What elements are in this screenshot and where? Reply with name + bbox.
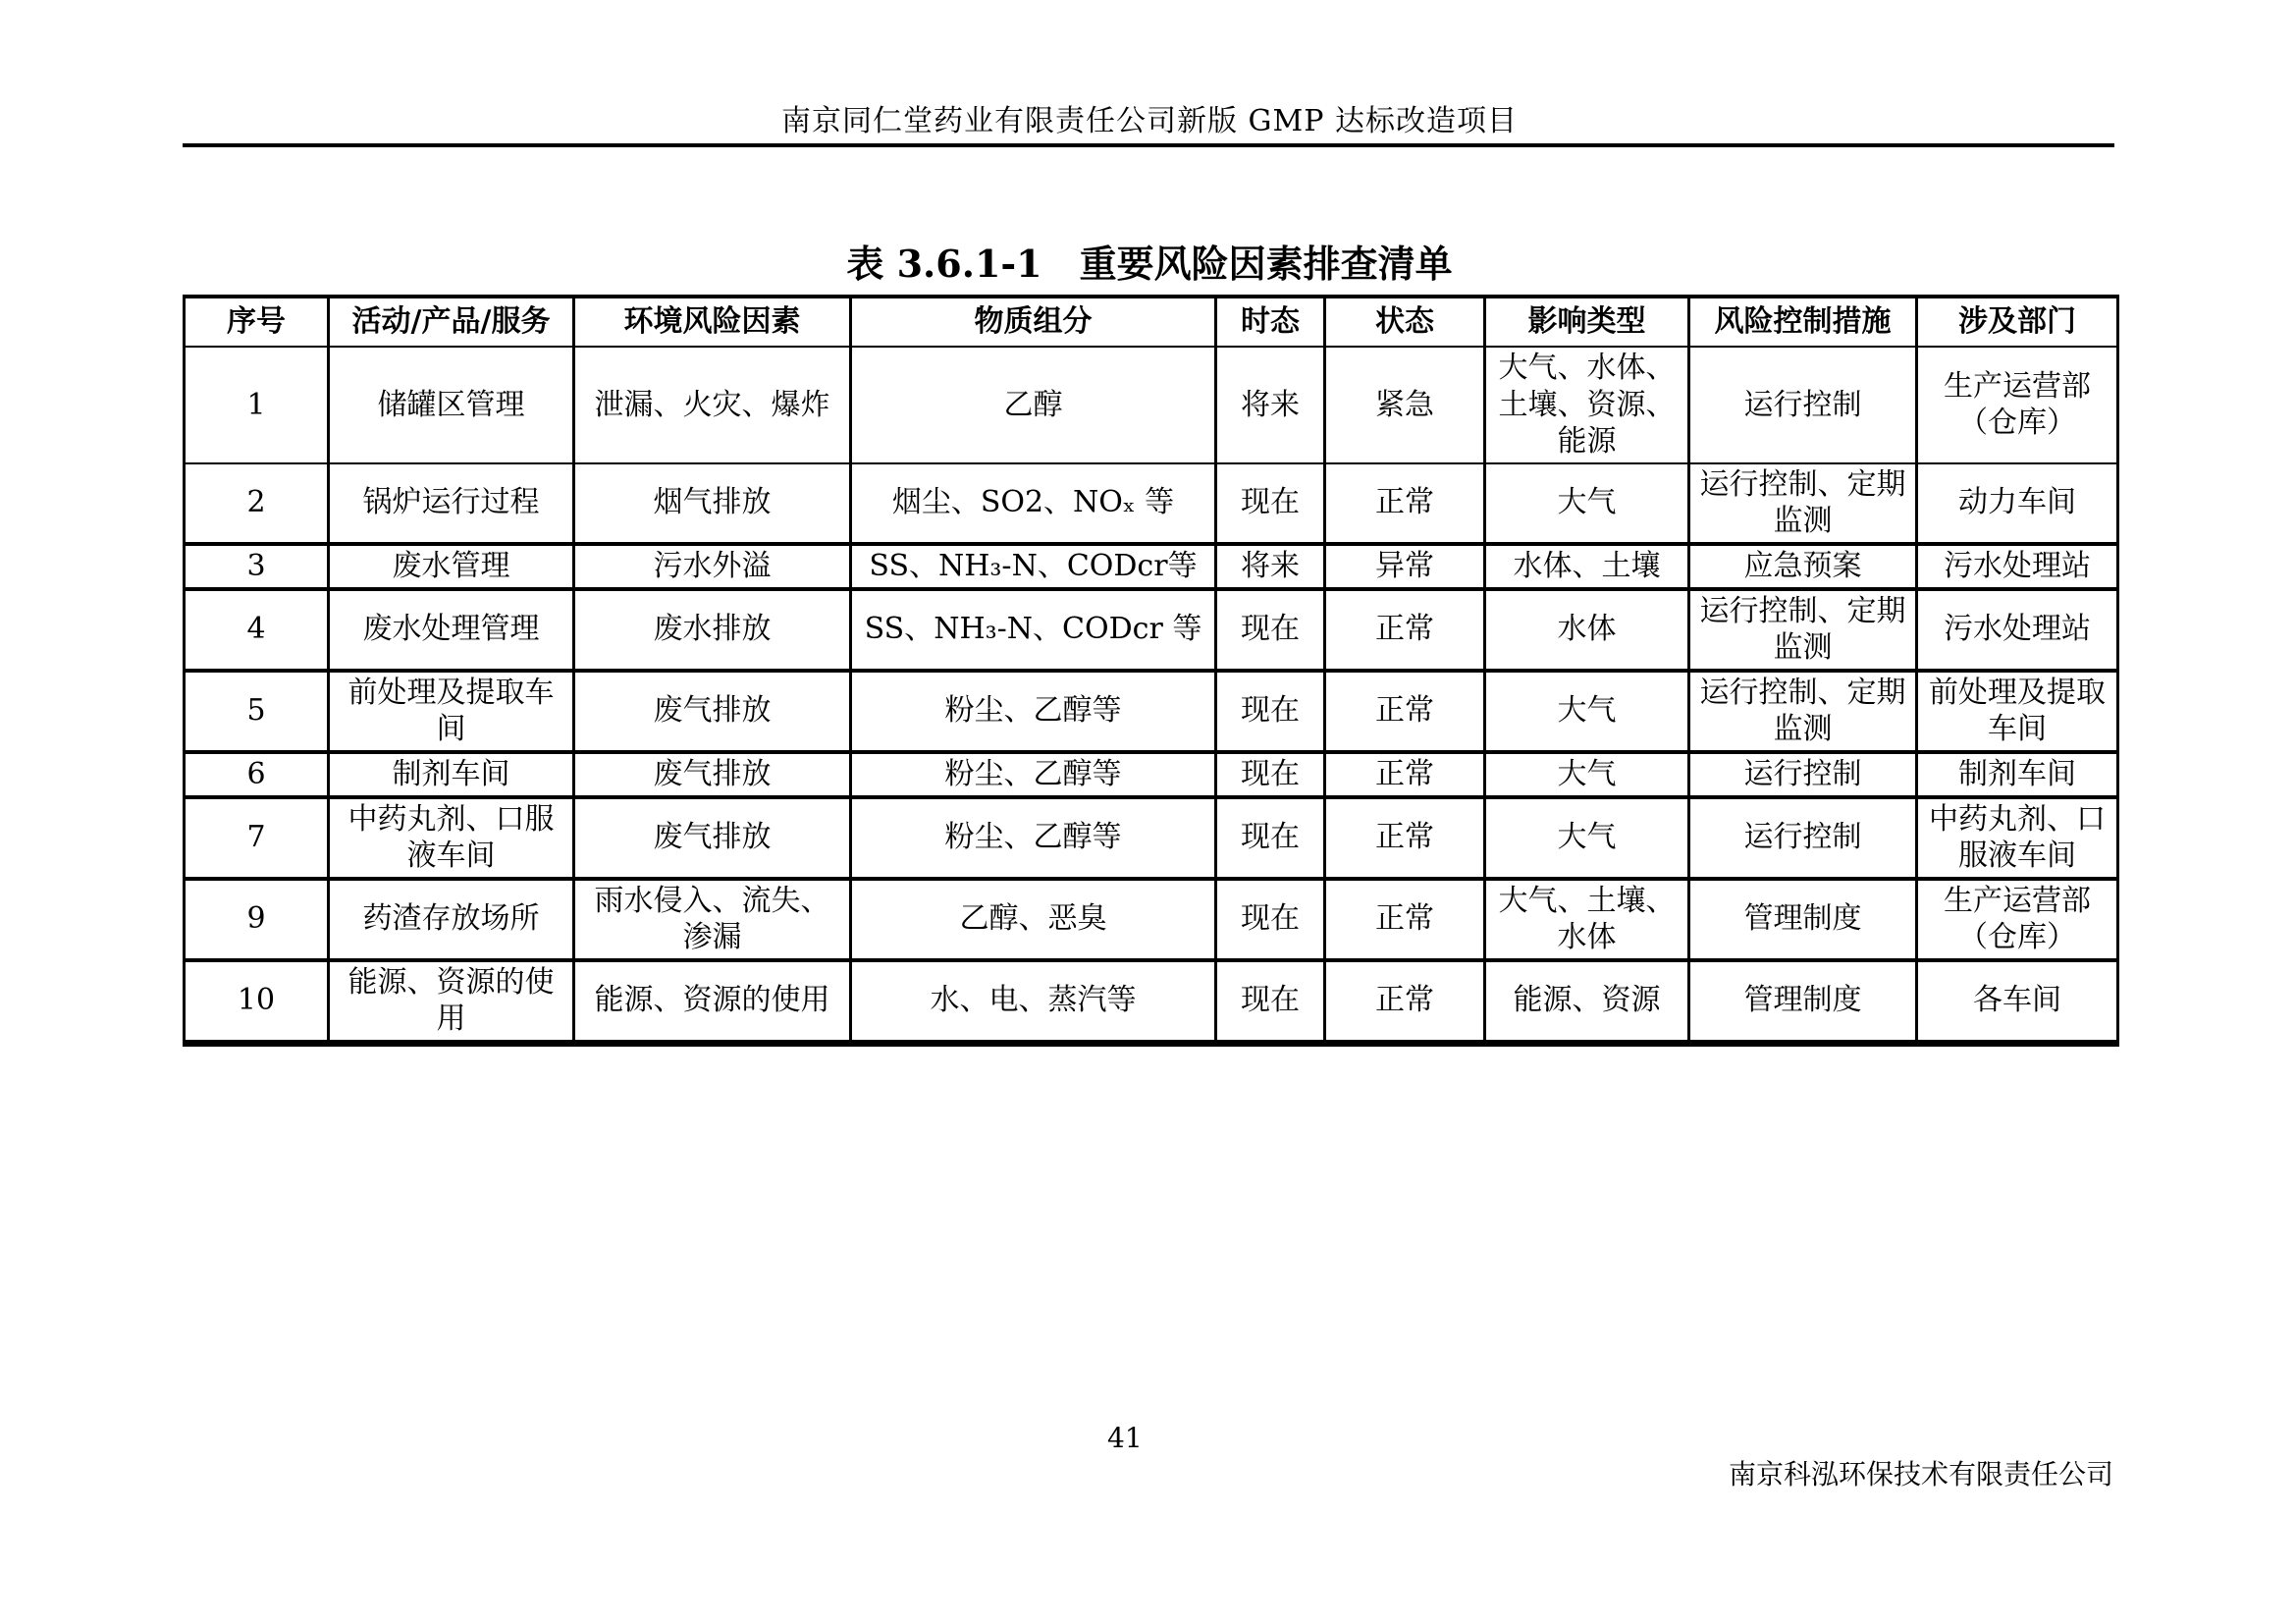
table-cell: 5 [185,671,329,752]
table-cell: 中药丸剂、口服液车间 [329,797,574,879]
table-cell: 正常 [1325,671,1485,752]
table-cell: 前处理及提取车间 [1917,671,2118,752]
table-cell: 水体 [1485,589,1689,671]
table-cell: 4 [185,589,329,671]
table-cell: 污水外溢 [574,544,851,589]
table-cell: 能源、资源的使用 [574,960,851,1044]
table-cell: 6 [185,752,329,797]
footer-company-name: 南京科泓环保技术有限责任公司 [1728,1458,2113,1490]
table-cell: 管理制度 [1689,879,1917,960]
table-cell: 污水处理站 [1917,589,2118,671]
table-cell: 运行控制、定期监测 [1689,463,1917,544]
table-cell: 泄漏、火灾、爆炸 [574,347,851,463]
table-cell: 异常 [1325,544,1485,589]
table-cell: 废气排放 [574,671,851,752]
column-header: 风险控制措施 [1689,297,1917,347]
table-cell: 烟气排放 [574,463,851,544]
table-cell: 前处理及提取车间 [329,671,574,752]
table-cell: 7 [185,797,329,879]
table-cell: 废水管理 [329,544,574,589]
table-cell: 生产运营部（仓库） [1917,879,2118,960]
table-cell: 乙醇 [851,347,1216,463]
table-cell: 粉尘、乙醇等 [851,797,1216,879]
table-cell: 运行控制、定期监测 [1689,671,1917,752]
table-cell: 雨水侵入、流失、渗漏 [574,879,851,960]
table-row [185,544,2118,589]
table-cell: 药渣存放场所 [329,879,574,960]
table-cell: 运行控制 [1689,797,1917,879]
table-cell: 1 [185,347,329,463]
table-cell: 能源、资源 [1485,960,1689,1044]
risk-table [183,295,2119,1047]
table-cell: 正常 [1325,589,1485,671]
table-cell: 现在 [1216,960,1325,1044]
table-cell: 运行控制、定期监测 [1689,589,1917,671]
table-cell: SS、NH₃-N、CODcr等 [851,544,1216,589]
table-cell: 正常 [1325,463,1485,544]
table-cell: 制剂车间 [329,752,574,797]
column-header: 涉及部门 [1917,297,2118,347]
table-cell: 生产运营部（仓库） [1917,347,2118,463]
table-cell: 大气 [1485,752,1689,797]
table-header-row [185,297,2118,347]
table-cell: 动力车间 [1917,463,2118,544]
table-cell: 10 [237,983,276,1018]
table-cell: 粉尘、乙醇等 [851,671,1216,752]
table-cell: 将来 [1216,347,1325,463]
table-cell: SS、NH₃-N、CODcr 等 [851,589,1216,671]
table-cell: 运行控制 [1689,347,1917,463]
table-row [185,797,2118,879]
table-cell: 粉尘、乙醇等 [851,752,1216,797]
table-cell: 2 [185,463,329,544]
table-title: 表 3.6.1-1 重要风险因素排查清单 [846,242,1453,286]
table-cell: 现在 [1216,797,1325,879]
table-cell: 正常 [1325,797,1485,879]
table-cell: 大气、水体、土壤、资源、能源 [1485,347,1689,463]
header-rule [183,143,2114,147]
table-cell: 9 [185,879,329,960]
table-cell: 锅炉运行过程 [329,463,574,544]
table-cell: 现在 [1216,752,1325,797]
table-cell: 储罐区管理 [329,347,574,463]
page-number: 41 [1107,1422,1143,1454]
column-header: 影响类型 [1485,297,1689,347]
table-cell: 正常 [1325,752,1485,797]
column-header: 物质组分 [851,297,1216,347]
table-cell: 大气、土壤、水体 [1485,879,1689,960]
table-cell: 废水处理管理 [329,589,574,671]
table-cell: 将来 [1216,544,1325,589]
risk-table-container [183,295,2119,1047]
table-row [185,879,2118,960]
column-header: 时态 [1216,297,1325,347]
table-cell: 大气 [1485,463,1689,544]
table-cell: 水、电、蒸汽等 [851,960,1216,1044]
table-cell: 管理制度 [1689,960,1917,1044]
table-cell: 中药丸剂、口服液车间 [1917,797,2118,879]
document-header-title: 南京同仁堂药业有限责任公司新版 GMP 达标改造项目 [781,104,1518,138]
table-row [185,589,2118,671]
table-cell: 正常 [1325,960,1485,1044]
column-header: 序号 [185,297,329,347]
table-cell: 正常 [1325,879,1485,960]
table-cell: 3 [185,544,329,589]
table-cell: 应急预案 [1689,544,1917,589]
table-cell: 运行控制 [1689,752,1917,797]
table-cell: 废气排放 [574,752,851,797]
column-header: 环境风险因素 [574,297,851,347]
table-row [185,752,2118,797]
table-cell: 大气 [1485,797,1689,879]
table-row [185,671,2118,752]
table-cell: 现在 [1216,589,1325,671]
table-cell: 水体、土壤 [1485,544,1689,589]
column-header: 活动/产品/服务 [329,297,574,347]
table-cell: 各车间 [1917,960,2118,1044]
table-cell: 现在 [1216,879,1325,960]
table-cell: 乙醇、恶臭 [851,879,1216,960]
table-cell: 废水排放 [574,589,851,671]
table-cell: 能源、资源的使用 [329,960,574,1044]
table-cell: 现在 [1216,463,1325,544]
table-cell: 烟尘、SO2、NOₓ 等 [851,463,1216,544]
table-cell: 大气 [1485,671,1689,752]
table-row [185,463,2118,544]
table-cell: 制剂车间 [1917,752,2118,797]
table-row [185,960,2118,1044]
table-cell: 废气排放 [574,797,851,879]
table-cell: 污水处理站 [1917,544,2118,589]
table-cell: 紧急 [1325,347,1485,463]
column-header: 状态 [1325,297,1485,347]
table-cell: 现在 [1216,671,1325,752]
table-row [185,347,2118,463]
